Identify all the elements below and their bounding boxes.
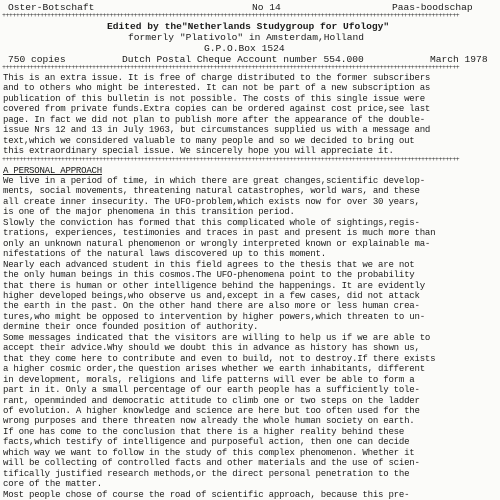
article-body — [3, 176, 497, 500]
intro-line: page. In fact we did not plan to publish more after the appearance of the double- — [3, 114, 425, 125]
body-line: will be collecting of controlled facts and other materials and the use of scien- — [3, 458, 420, 469]
body-line: Some messages indicated that the visitors are willing to help us if we are able to — [3, 332, 431, 343]
masthead-right: Paas-boodschap — [392, 2, 473, 13]
body-line: higher developed beings,who observe us and,except in a few cases, did not attack — [3, 290, 420, 301]
body-line: which way we want to follow in the study of this complex phenomenon. Whether it — [3, 447, 415, 458]
masthead-row — [0, 2, 500, 13]
intro-line: covered from private funds.Extra copies can be ordered against cost price,see last — [3, 104, 431, 115]
body-line: Most people chose of course the road of scientific approach, because this pre- — [3, 489, 410, 500]
editor-text: Edited by the"Netherlands Studygroup for Ufology" — [107, 21, 390, 32]
body-line: a higher cosmic order,the question arises whether we earth inhabitants, different — [3, 364, 425, 375]
body-line: that they come here to contribute and even to build, not to destroy.If there exists — [3, 353, 436, 364]
body-line: If one has come to the conclusion that there is a higher reality behind these — [3, 426, 405, 437]
intro-line: and to others who might be interested. It can not be part of a new subscription as — [3, 83, 431, 94]
body-line: part in it. Only a small percentage of our earth people has a sufficiently tole- — [3, 385, 420, 396]
body-line: all create inner insecurity. The UFO-problem,which exists now for over 30 years, — [3, 196, 420, 207]
intro-line: this extraordinary special issue. We sincerely hope you will appreciate it. — [3, 146, 394, 157]
section-heading-block — [3, 166, 497, 176]
copies-count: 750 copies — [8, 54, 66, 65]
body-line: dermine their once founded position of authority. — [3, 322, 259, 333]
intro-paragraph — [3, 73, 497, 157]
former-name-text: formerly "Plativolo" in Amsterdam,Holland — [128, 32, 365, 43]
body-line: core of the matter. — [3, 479, 102, 490]
body-line: only an unknown natural phenomenon or wrongly interpreted known or explainable ma- — [3, 238, 431, 249]
body-line: tifically justified research methods,or the direct personal penetration to the — [3, 468, 410, 479]
body-line: that there is human or other intelligence behind the happenings. It are evidently — [3, 280, 425, 291]
rule-bottom: ++++++++++++++++++++++++++++++++++++++++++++++++++++++++++++++++++++++++++++++++++++++++++++++++++++++++++++++++++++++++++++++++++++ — [2, 157, 460, 164]
masthead-left: Oster-Botschaft — [8, 2, 95, 13]
body-line: ments, social movements, threatening natural catastrophes, world wars, and these — [3, 186, 420, 197]
postal-address: G.P.O.Box 1524 — [204, 43, 285, 54]
body-line: the only human beings in this cosmos.The UFO-phenomena point to the probability — [3, 270, 415, 281]
body-line: in development, morals, religions and life patterns will ever be able to form a — [3, 374, 415, 385]
rule-top: ++++++++++++++++++++++++++++++++++++++++++++++++++++++++++++++++++++++++++++++++++++++++++++++++++++++++++++++++++++++++++++++++++++ — [2, 13, 460, 20]
intro-line: text,which we considered valuable to many people and so we decided to bring out — [3, 135, 415, 146]
intro-line: This is an extra issue. It is free of charge distributed to the former subscribers — [3, 73, 431, 83]
body-line: trations, experiences, testimonies and traces in past and present is much more than — [3, 228, 436, 239]
rule-middle: ++++++++++++++++++++++++++++++++++++++++++++++++++++++++++++++++++++++++++++++++++++++++++++++++++++++++++++++++++++++++++++++++++++ — [2, 65, 460, 72]
issue-date: March 1978 — [430, 54, 488, 65]
body-line: nifestations of the natural laws discovered up to this moment. — [3, 249, 326, 260]
body-line: rant, openminded and democratic attitude to climb one or two steps on the ladder — [3, 395, 420, 406]
cheque-account: Dutch Postal Cheque Account number 554.000 — [122, 54, 364, 65]
intro-line: issue Nrs 12 and 13 in July 1963, but circumstances supplied us with a message and — [3, 125, 431, 136]
body-line: of evolution. A higher knowledge and science are here but too often used for the — [3, 405, 420, 416]
body-line: is one of the major phenomena in this transition period. — [3, 207, 295, 218]
intro-line: publication of this bulletin is not possible. The costs of this single issue were — [3, 93, 425, 104]
body-line: Slowly the conviction has formed that this complicated whole of sightings,regis- — [3, 217, 420, 228]
section-title: A PERSONAL APPROACH — [3, 166, 102, 176]
body-line: We live in a period of time, in which there are great changes,scientific develop- — [3, 176, 425, 186]
body-line: accept their advice.Why should we doubt this in advance as history has shown us, — [3, 343, 420, 354]
body-line: the earth in the past. On the other hand there are also more or less human crea- — [3, 301, 420, 312]
body-line: facts,which testify of intelligence and purposeful action, then one can decide — [3, 437, 410, 448]
body-line: wrong purposes and there threaten now already the whole human society on earth. — [3, 416, 415, 427]
body-line: tures,who might be opposed to intervention by higher powers,which threaten to un- — [3, 311, 425, 322]
issue-number: No 14 — [252, 2, 281, 13]
body-line: Nearly each advanced student in this field agrees to the thesis that we are not — [3, 259, 415, 270]
